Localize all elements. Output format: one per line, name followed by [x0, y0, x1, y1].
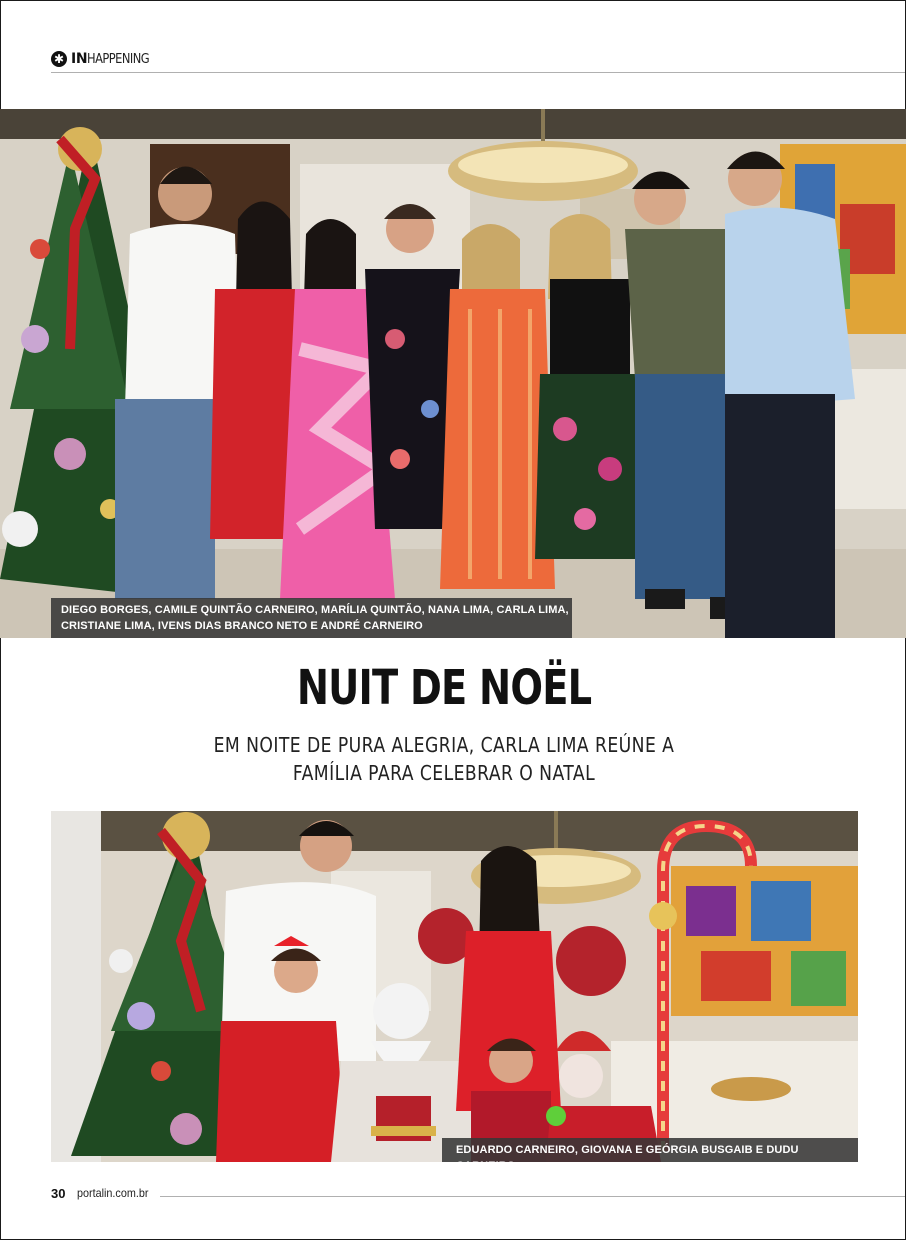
- article-title-text: NUIT DE NOËL: [296, 660, 592, 716]
- site-url: portalin.com.br: [77, 1186, 149, 1200]
- photo1-caption-line2: CRISTIANE LIMA, IVENS DIAS BRANCO NETO E ANDRÉ CARNEIRO: [61, 620, 423, 632]
- family-photo: [51, 811, 858, 1162]
- group-photo-illustration: [0, 109, 906, 638]
- article-subtitle-line2: FAMÍLIA PARA CELEBRAR O NATAL: [292, 761, 596, 785]
- page-number: 30: [51, 1186, 66, 1201]
- article-subtitle-line1: EM NOITE DE PURA ALEGRIA, CARLA LIMA REÚNE A: [213, 733, 675, 757]
- footer-divider: [160, 1196, 905, 1197]
- section-header: [51, 48, 158, 70]
- photo2-caption-text: EDUARDO CARNEIRO, GIOVANA E GEÓRGIA BUSGAIB E DUDU CARNEIRO: [456, 1144, 799, 1172]
- section-name: HAPPENING: [87, 51, 150, 67]
- family-photo-illustration: [51, 811, 858, 1162]
- article-subtitle: [0, 731, 888, 787]
- group-photo: [0, 109, 906, 638]
- photo1-caption-line1: DIEGO BORGES, CAMILE QUINTÃO CARNEIRO, MARÍLIA QUINTÃO, NANA LIMA, CARLA LIMA,: [61, 604, 569, 616]
- section-brand: IN: [71, 51, 88, 67]
- article-title: [0, 660, 888, 716]
- photo1-caption: [51, 598, 572, 638]
- header-divider: [51, 72, 905, 73]
- photo2-caption: [442, 1138, 858, 1172]
- asterisk-icon: ✱: [51, 51, 67, 67]
